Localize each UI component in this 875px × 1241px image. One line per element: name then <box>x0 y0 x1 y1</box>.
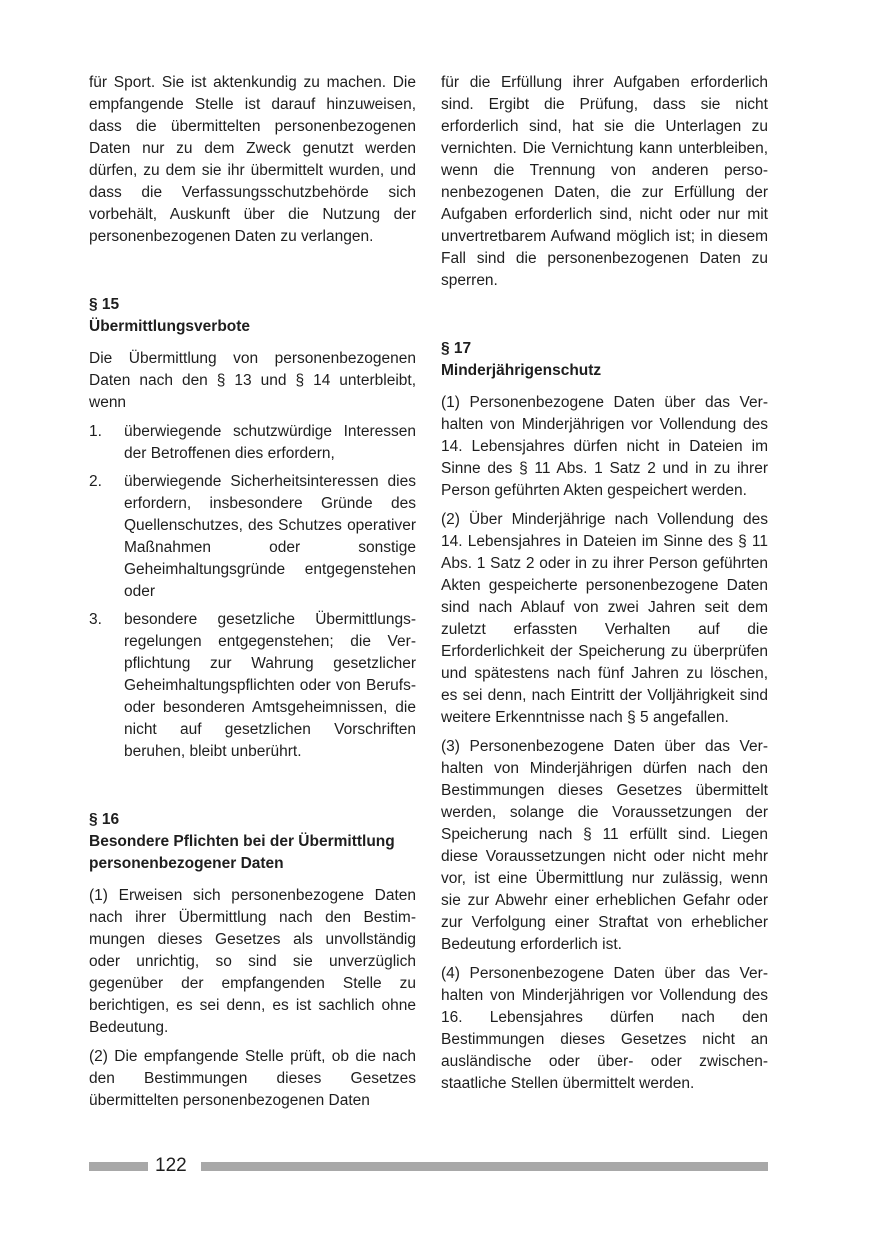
list-item-text: überwiegende schutzwürdige Interessen der Betroffenen dies erfordern, <box>124 423 416 462</box>
list-item-text: besondere gesetzliche Übermittlungsregelungen entgegenstehen; die Verpflichtung zur Wahrung gesetzlicher Geheimhaltungspflichten oder von Berufs- oder besonderen Amtsgeheimnissen, die nicht auf gesetzlichen Vorschriften beruhen, bleibt unberührt. <box>124 611 416 760</box>
section-16-paragraph-1: (1) Erweisen sich personenbezogene Daten nach ihrer Übermittlung nach den Bestimmungen dieses Gesetzes als unvollständig oder unrichtig, so sind sie unverzüglich gegenüber der empfangenden Stelle zu berichtigen, es sei denn, es ist sachlich ohne Bedeutung. <box>89 887 416 1036</box>
list-item-text: überwiegende Sicherheitsinteressen dies erfordern, insbesondere Gründe des Quellenschutzes, des Schutzes operativer Maßnahmen oder sonstige Geheimhaltungsgründe entgegenstehen oder <box>124 473 416 600</box>
list-item-number: 1. <box>89 423 102 440</box>
section-16-title: Besondere Pflichten bei der Übermittlung personenbezogener Daten <box>89 833 395 872</box>
section-17-paragraph-1: (1) Personenbezogene Daten über das Verhalten von Minderjährigen vor Vollendung des 14. Lebensjahres dürfen nicht in Dateien im Sinne des § 11 Abs. 1 Satz 2 und in zu ihrer Person geführten Akten gespeichert werden. <box>441 394 768 499</box>
right-column <box>441 72 768 1102</box>
section-15 <box>89 294 416 763</box>
section-16 <box>89 809 416 1112</box>
list-item <box>89 471 416 603</box>
footer-bar-left <box>89 1162 148 1171</box>
footer-bar-right <box>201 1162 768 1171</box>
section-17 <box>441 338 768 1095</box>
list-item-number: 3. <box>89 611 102 628</box>
section-17-paragraph-4: (4) Personenbezogene Daten über das Verhalten von Minderjährigen vor Vollendung des 16. Lebensjahres dürfen nach den Bestimmungen dieses Gesetzes nicht an ausländische oder über- oder zwischenstaatliche Stellen übermittelt werden. <box>441 965 768 1092</box>
section-17-title: Minderjährigenschutz <box>441 362 602 379</box>
list-item <box>89 421 416 465</box>
section-15-list <box>89 421 416 763</box>
section-15-title: Übermittlungsverbote <box>89 318 251 335</box>
list-item-number: 2. <box>89 473 102 490</box>
left-column <box>89 72 416 1119</box>
section-17-paragraph-2: (2) Über Minderjährige nach Vollendung des 14. Lebensjahres in Dateien im Sinne des § 11 Abs. 1 Satz 2 oder in zu ihrer Person geführten Akten gespeicherte personenbezogene Daten sind nach Ablauf von zwei Jahren seit dem zuletzt erfassten Verhalten auf die Erforderlichkeit der Speicherung zu überprüfen und spätestens nach fünf Jahren zu löschen, es sei denn, nach Eintritt der Volljährigkeit sind weitere Erkenntnisse nach § 5 angefallen. <box>441 511 768 726</box>
section-15-number: § 15 <box>89 296 120 313</box>
right-intro-paragraph: für die Erfüllung ihrer Aufgaben erforderlich sind. Ergibt die Prüfung, dass sie nicht erforderlich sind, hat sie die Unterlagen zu vernichten. Die Vernichtung kann unterbleiben, wenn die Trennung von anderen personenbezogenen Daten, die zur Erfüllung der Aufgaben erforderlich sind, nicht oder nur mit unvertretbarem Aufwand möglich ist; in diesem Fall sind die personenbezogenen Daten zu sperren. <box>441 74 768 289</box>
page-footer <box>89 1153 768 1179</box>
list-item <box>89 609 416 763</box>
section-17-paragraph-3: (3) Personenbezogene Daten über das Verhalten von Minderjährigen dürfen nach den Bestimmungen dieses Gesetzes übermittelt werden, solange die Voraussetzungen der Speicherung nach § 11 erfüllt sind. Liegen diese Voraussetzungen nicht oder nicht mehr vor, ist eine Übermittlung nur zulässig, wenn sie zur Abwehr einer erheblichen Gefahr oder zur Verfolgung einer Straftat von erheblicher Bedeutung erforderlich ist. <box>441 738 768 953</box>
section-16-paragraph-2: (2) Die empfangende Stelle prüft, ob die nach den Bestimmungen dieses Gesetzes übermittelten personenbezogenen Daten <box>89 1048 416 1109</box>
left-intro-paragraph: für Sport. Sie ist aktenkundig zu machen. Die empfangende Stelle ist darauf hinzuweisen, dass die übermittelten personenbezogenen Daten nur zu dem Zweck genutzt werden dürfen, zu dem sie ihr übermittelt wurden, und dass die Verfassungsschutzbehörde sich vorbehält, Auskunft über die Nutzung der personenbezogenen Daten zu verlangen. <box>89 74 416 245</box>
section-17-number: § 17 <box>441 340 472 357</box>
page-number: 122 <box>155 1155 187 1176</box>
section-16-number: § 16 <box>89 811 120 828</box>
section-15-lead: Die Übermittlung von personenbezogenen Daten nach den § 13 und § 14 unterbleibt, wenn <box>89 350 416 411</box>
